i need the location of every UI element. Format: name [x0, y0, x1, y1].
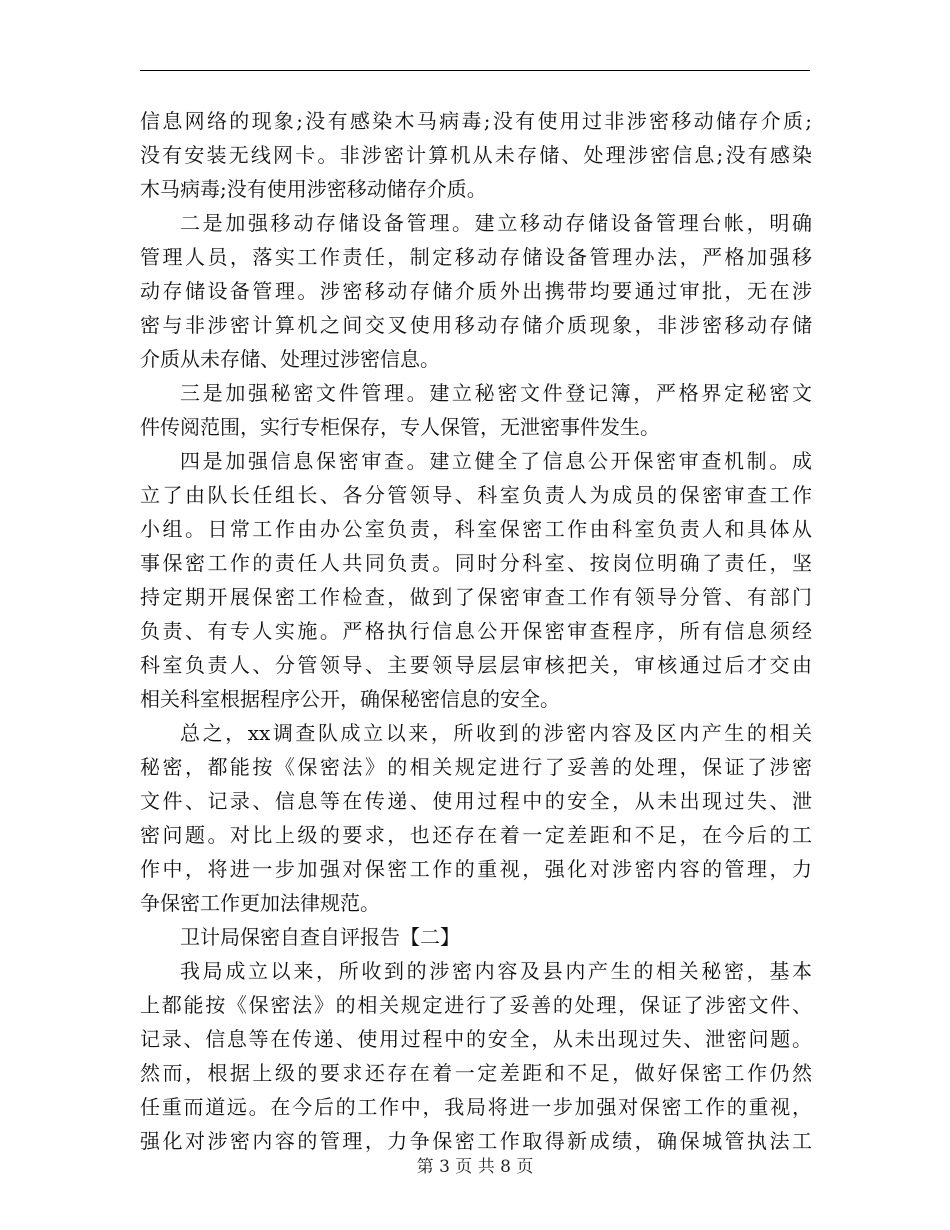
text-line: 任重而道远。在今后的工作中，我局将进一步加强对保密工作的重视， — [140, 1095, 812, 1119]
text-line: 然而，根据上级的要求还存在着一定差距和不足，做好保密工作仍然 — [140, 1061, 812, 1085]
text-line: 密问题。对比上级的要求，也还存在着一定差距和不足，在今后的工 — [140, 823, 812, 847]
paragraph-start-line: 二是加强移动存储设备管理。建立移动存储设备管理台帐，明确 — [180, 211, 812, 235]
header-rule — [140, 70, 810, 71]
page-number: 第 3 页 共 8 页 — [416, 1157, 534, 1177]
text-line: 没有安装无线网卡。非涉密计算机从未存储、处理涉密信息;没有感染 — [140, 143, 812, 167]
text-line: 立了由队长任组长、各分管领导、科室负责人为成员的保密审查工作 — [140, 483, 812, 507]
text-line: 密与非涉密计算机之间交叉使用移动存储介质现象，非涉密移动存储 — [140, 313, 812, 337]
text-line: 文件、记录、信息等在传递、使用过程中的安全，从未出现过失、泄 — [140, 789, 812, 813]
text-line: 强化对涉密内容的管理，力争保密工作取得新成绩，确保城管执法工 — [140, 1129, 812, 1153]
paragraph-start-line: 总之，xx调查队成立以来，所收到的涉密内容及区内产生的相关 — [180, 721, 812, 745]
text-line: 小组。日常工作由办公室负责，科室保密工作由科室负责人和具体从 — [140, 517, 812, 541]
text-line: 争保密工作更加法律规范。 — [140, 891, 380, 915]
section-heading: 卫计局保密自查自评报告【二】 — [180, 925, 460, 949]
text-line: 上都能按《保密法》的相关规定进行了妥善的处理，保证了涉密文件、 — [140, 993, 812, 1017]
text-line: 作中，将进一步加强对保密工作的重视，强化对涉密内容的管理，力 — [140, 857, 812, 881]
text-line: 负责、有专人实施。严格执行信息公开保密审查程序，所有信息须经 — [140, 619, 812, 643]
text-line: 科室负责人、分管领导、主要领导层层审核把关，审核通过后才交由 — [140, 653, 812, 677]
paragraph-start-line: 四是加强信息保密审查。建立健全了信息公开保密审查机制。成 — [180, 449, 812, 473]
text-line: 动存储设备管理。涉密移动存储介质外出携带均要通过审批，无在涉 — [140, 279, 812, 303]
text-line: 事保密工作的责任人共同负责。同时分科室、按岗位明确了责任，坚 — [140, 551, 812, 575]
paragraph-start-line: 三是加强秘密文件管理。建立秘密文件登记簿，严格界定秘密文 — [180, 381, 812, 405]
text-line: 件传阅范围，实行专柜保存，专人保管，无泄密事件发生。 — [140, 415, 660, 439]
text-line: 管理人员，落实工作责任，制定移动存储设备管理办法，严格加强移 — [140, 245, 812, 269]
text-line: 木马病毒;没有使用涉密移动储存介质。 — [140, 177, 487, 201]
body-text — [140, 104, 812, 1158]
text-line: 介质从未存储、处理过涉密信息。 — [140, 347, 440, 371]
text-line: 相关科室根据程序公开，确保秘密信息的安全。 — [140, 687, 560, 711]
paragraph-start-line: 我局成立以来，所收到的涉密内容及县内产生的相关秘密，基本 — [180, 959, 812, 983]
text-line: 记录、信息等在传递、使用过程中的安全，从未出现过失、泄密问题。 — [140, 1027, 812, 1051]
text-line: 秘密，都能按《保密法》的相关规定进行了妥善的处理，保证了涉密 — [140, 755, 812, 779]
text-line: 信息网络的现象;没有感染木马病毒;没有使用过非涉密移动储存介质; — [140, 109, 812, 133]
text-line: 持定期开展保密工作检查，做到了保密审查工作有领导分管、有部门 — [140, 585, 812, 609]
